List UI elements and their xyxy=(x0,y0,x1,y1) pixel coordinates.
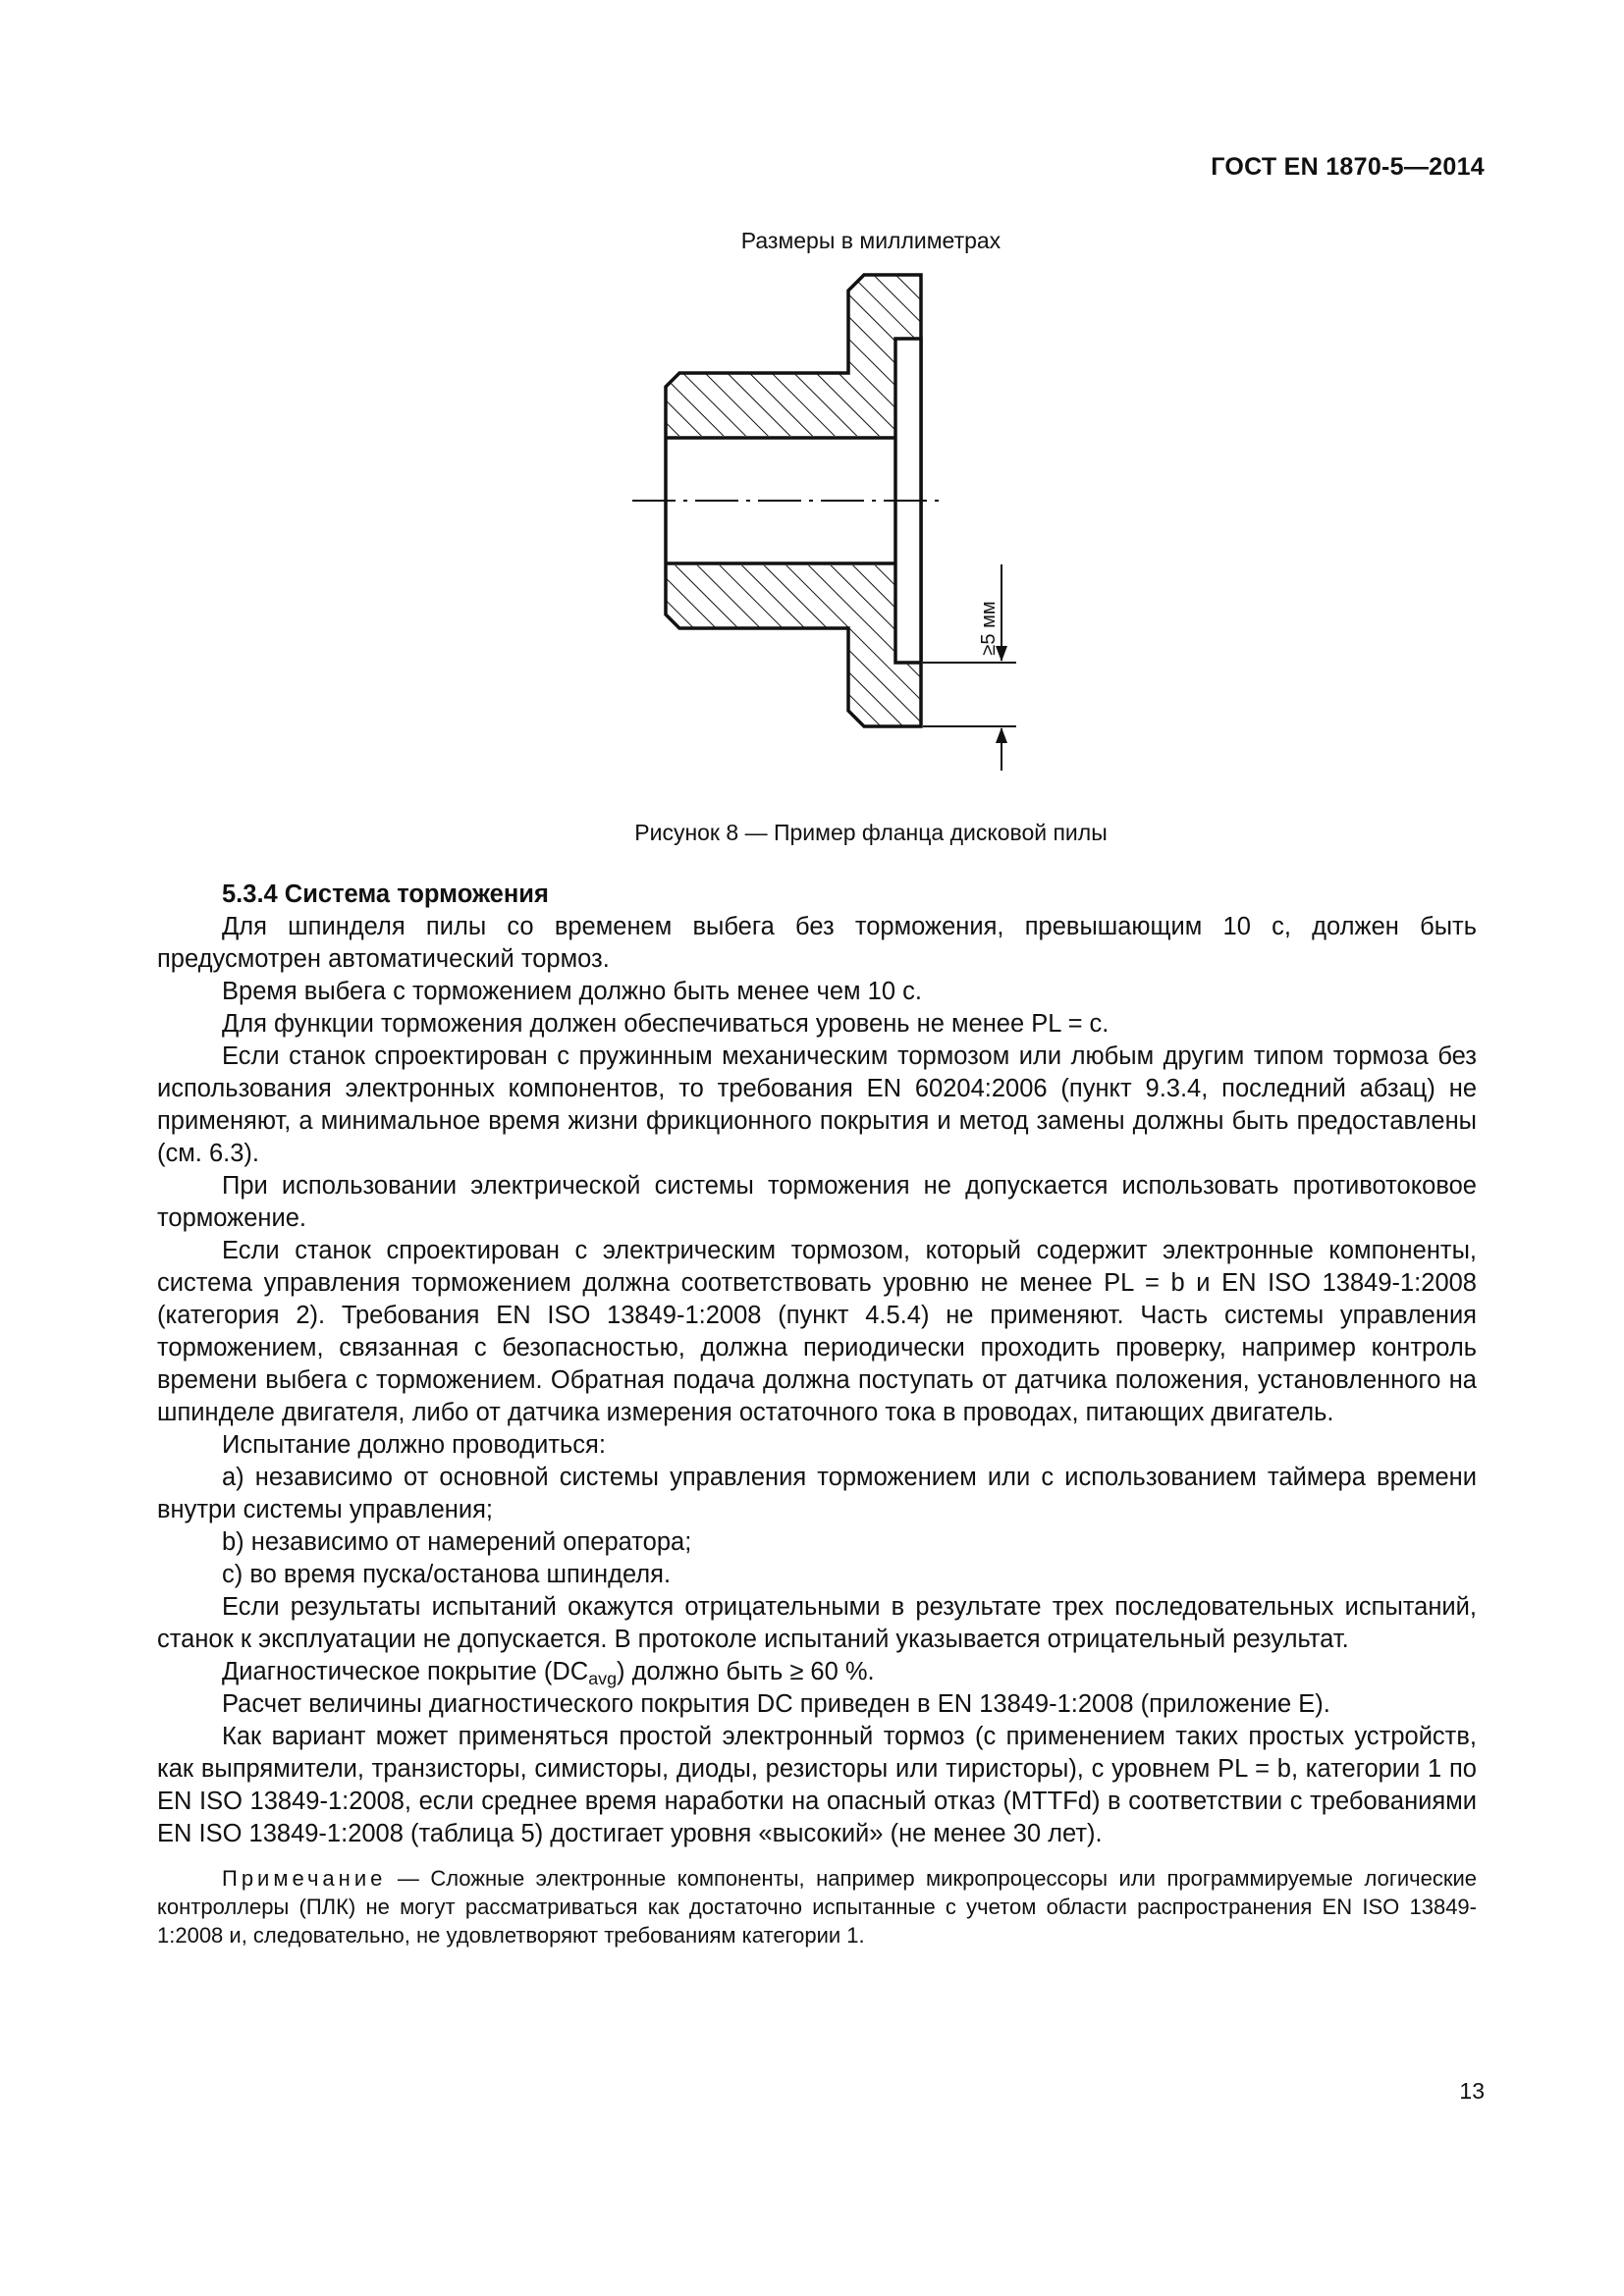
dc-subscript: avg xyxy=(588,1669,617,1688)
paragraph: Для функции торможения должен обеспечиваться уровень не менее PL = c. xyxy=(222,1010,1110,1038)
upper-hatched-body xyxy=(666,275,921,436)
paragraph: Для шпинделя пилы со временем выбега без торможения, превышающим 10 с, должен быть предусмотрен автоматический тормоз. xyxy=(157,913,1477,973)
paragraph: Если результаты испытаний окажутся отрицательными в результате трех последовательных испытаний, станок к эксплуатации не допускается. В протоколе испытаний указывается отрицательный результат. xyxy=(157,1593,1477,1653)
dc-paragraph xyxy=(157,1656,1477,1688)
dimension-label: ≥5 мм xyxy=(978,601,1000,656)
dimension-arrow-up xyxy=(996,727,1007,743)
lower-hatched-body xyxy=(666,565,921,726)
section-body xyxy=(157,879,1477,1949)
note-label: Примечание xyxy=(222,1866,387,1891)
section-title: 5.3.4 Система торможения xyxy=(222,881,549,908)
units-note: Размеры в миллиметрах xyxy=(740,228,1001,253)
list-item: a) независимо от основной системы управления торможением или с использованием таймера времени внутри системы управления; xyxy=(157,1464,1477,1523)
note xyxy=(157,1864,1477,1949)
paragraph: Как вариант может применяться простой электронный тормоз (с применением таких простых устройств, как выпрямители, транзисторы, симисторы, диоды, резисторы или тиристоры), с уровнем PL = b, категории 1 по EN ISO 13849-1:2008, если среднее время наработки на опасный отказ (MTTFd) в соответствии с требованиями EN ISO 13849-1:2008 (таблица 5) достигает уровня «высокий» (не менее 30 лет). xyxy=(157,1723,1477,1847)
dc-suffix: ) должно быть ≥ 60 %. xyxy=(617,1658,875,1685)
dc-prefix: Диагностическое покрытие (DC xyxy=(222,1658,589,1685)
page-number: 13 xyxy=(1459,2078,1485,2104)
paragraph: Если станок спроектирован с электрическим тормозом, который содержит электронные компоненты, система управления торможением должна соответствовать уровню не менее PL = b и EN ISO 13849-1:2008 (категория 2). Требования EN ISO 13849-1:2008 (пункт 4.5.4) не применяют. Часть системы управления торможением, связанная с безопасностью, должна периодически проходить проверку, например контроль времени выбега с торможением. Обратная подача должна поступать от датчика положения, установленного на шпинделе двигателя, либо от датчика измерения остаточного тока в проводах, питающих двигатель. xyxy=(157,1237,1477,1426)
paragraph: Испытание должно проводиться: xyxy=(222,1431,606,1459)
paragraph: Если станок спроектирован с пружинным механическим тормозом или любым другим типом тормоза без использования электронных компонентов, то требования EN 60204:2006 (пункт 9.3.4, последний абзац) не применяют, а минимальное время жизни фрикционного покрытия и метод замены должны быть предоставлены (см. 6.3). xyxy=(157,1042,1477,1167)
paragraph: Расчет величины диагностического покрытия DC приведен в EN 13849-1:2008 (приложение E). xyxy=(222,1690,1330,1718)
flange-drawing xyxy=(619,265,1031,785)
flange-diagram-svg xyxy=(619,265,1031,785)
document-header: ГОСТ EN 1870-5—2014 xyxy=(1211,153,1485,181)
note-text: — Сложные электронные компоненты, например микропроцессоры или программируемые логические контроллеры (ПЛК) не могут рассматриваться как достаточно испытанные с учетом области распространения EN ISO 13849-1:2008 и, следовательно, не удовлетворяют требованиям категории 1. xyxy=(157,1866,1477,1948)
paragraph: При использовании электрической системы торможения не допускается использовать противотоковое торможение. xyxy=(157,1172,1477,1232)
paragraph: Время выбега с торможением должно быть менее чем 10 с. xyxy=(222,978,922,1005)
list-item: c) во время пуска/останова шпинделя. xyxy=(222,1561,672,1588)
list-item: b) независимо от намерений оператора; xyxy=(222,1528,692,1556)
figure-caption: Рисунок 8 — Пример фланца дисковой пилы xyxy=(634,820,1108,845)
